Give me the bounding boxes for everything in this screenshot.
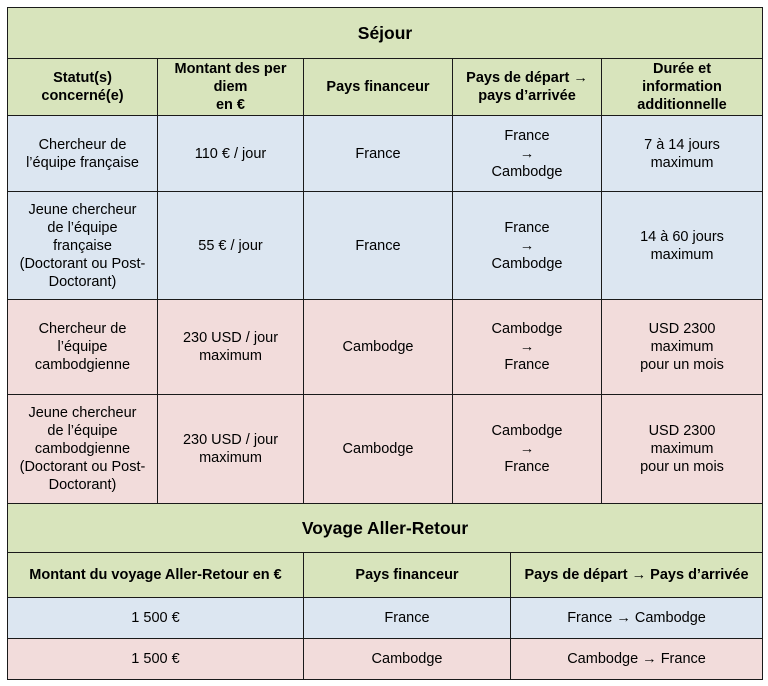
cell-montant: 55 € / jour [158, 192, 304, 300]
cell-route: Cambodge → France [453, 300, 602, 395]
voyage-title: Voyage Aller-Retour [8, 503, 763, 552]
cell-route: Cambodge → France [511, 638, 763, 679]
table-row [8, 597, 763, 638]
sejour-title: Séjour [8, 8, 763, 59]
cell-montant: 110 € / jour [158, 116, 304, 192]
cell-montant: 230 USD / jour maximum [158, 395, 304, 504]
cell-duree: USD 2300 maximum pour un mois [602, 395, 763, 504]
cell-financeur: Cambodge [304, 300, 453, 395]
cell-statut: Chercheur de l’équipe française [8, 116, 158, 192]
cell-financeur: Cambodge [304, 638, 511, 679]
table-row [8, 638, 763, 679]
cell-route: Cambodge → France [453, 395, 602, 504]
cell-financeur: Cambodge [304, 395, 453, 504]
table-row [8, 300, 763, 395]
header-pays-financeur: Pays financeur [304, 59, 453, 116]
cell-montant: 230 USD / jour maximum [158, 300, 304, 395]
table-row [8, 395, 763, 504]
cell-duree: 7 à 14 jours maximum [602, 116, 763, 192]
cell-statut: Chercheur de l’équipe cambodgienne [8, 300, 158, 395]
header-pays-financeur: Pays financeur [304, 552, 511, 597]
sejour-table [7, 7, 763, 504]
cell-duree: 14 à 60 jours maximum [602, 192, 763, 300]
header-montant-voyage: Montant du voyage Aller-Retour en € [8, 552, 304, 597]
funding-tables [7, 7, 762, 680]
header-statut: Statut(s) concerné(e) [8, 59, 158, 116]
table-row [8, 116, 763, 192]
cell-statut: Jeune chercheur de l’équipe cambodgienne (Doctorant ou Post- Doctorant) [8, 395, 158, 504]
table-row [8, 192, 763, 300]
cell-duree: USD 2300 maximum pour un mois [602, 300, 763, 395]
cell-route: France → Cambodge [453, 116, 602, 192]
cell-financeur: France [304, 192, 453, 300]
cell-route: France → Cambodge [511, 597, 763, 638]
header-montant-per-diem: Montant des per diem en € [158, 59, 304, 116]
header-pays-depart-arrivee: Pays de départ → pays d’arrivée [453, 59, 602, 116]
cell-statut: Jeune chercheur de l’équipe française (Doctorant ou Post- Doctorant) [8, 192, 158, 300]
voyage-table [7, 503, 763, 680]
cell-financeur: France [304, 597, 511, 638]
cell-route: France → Cambodge [453, 192, 602, 300]
header-pays-depart-arrivee: Pays de départ → Pays d’arrivée [511, 552, 763, 597]
cell-montant: 1 500 € [8, 638, 304, 679]
header-duree-info: Durée et information additionnelle [602, 59, 763, 116]
cell-montant: 1 500 € [8, 597, 304, 638]
cell-financeur: France [304, 116, 453, 192]
